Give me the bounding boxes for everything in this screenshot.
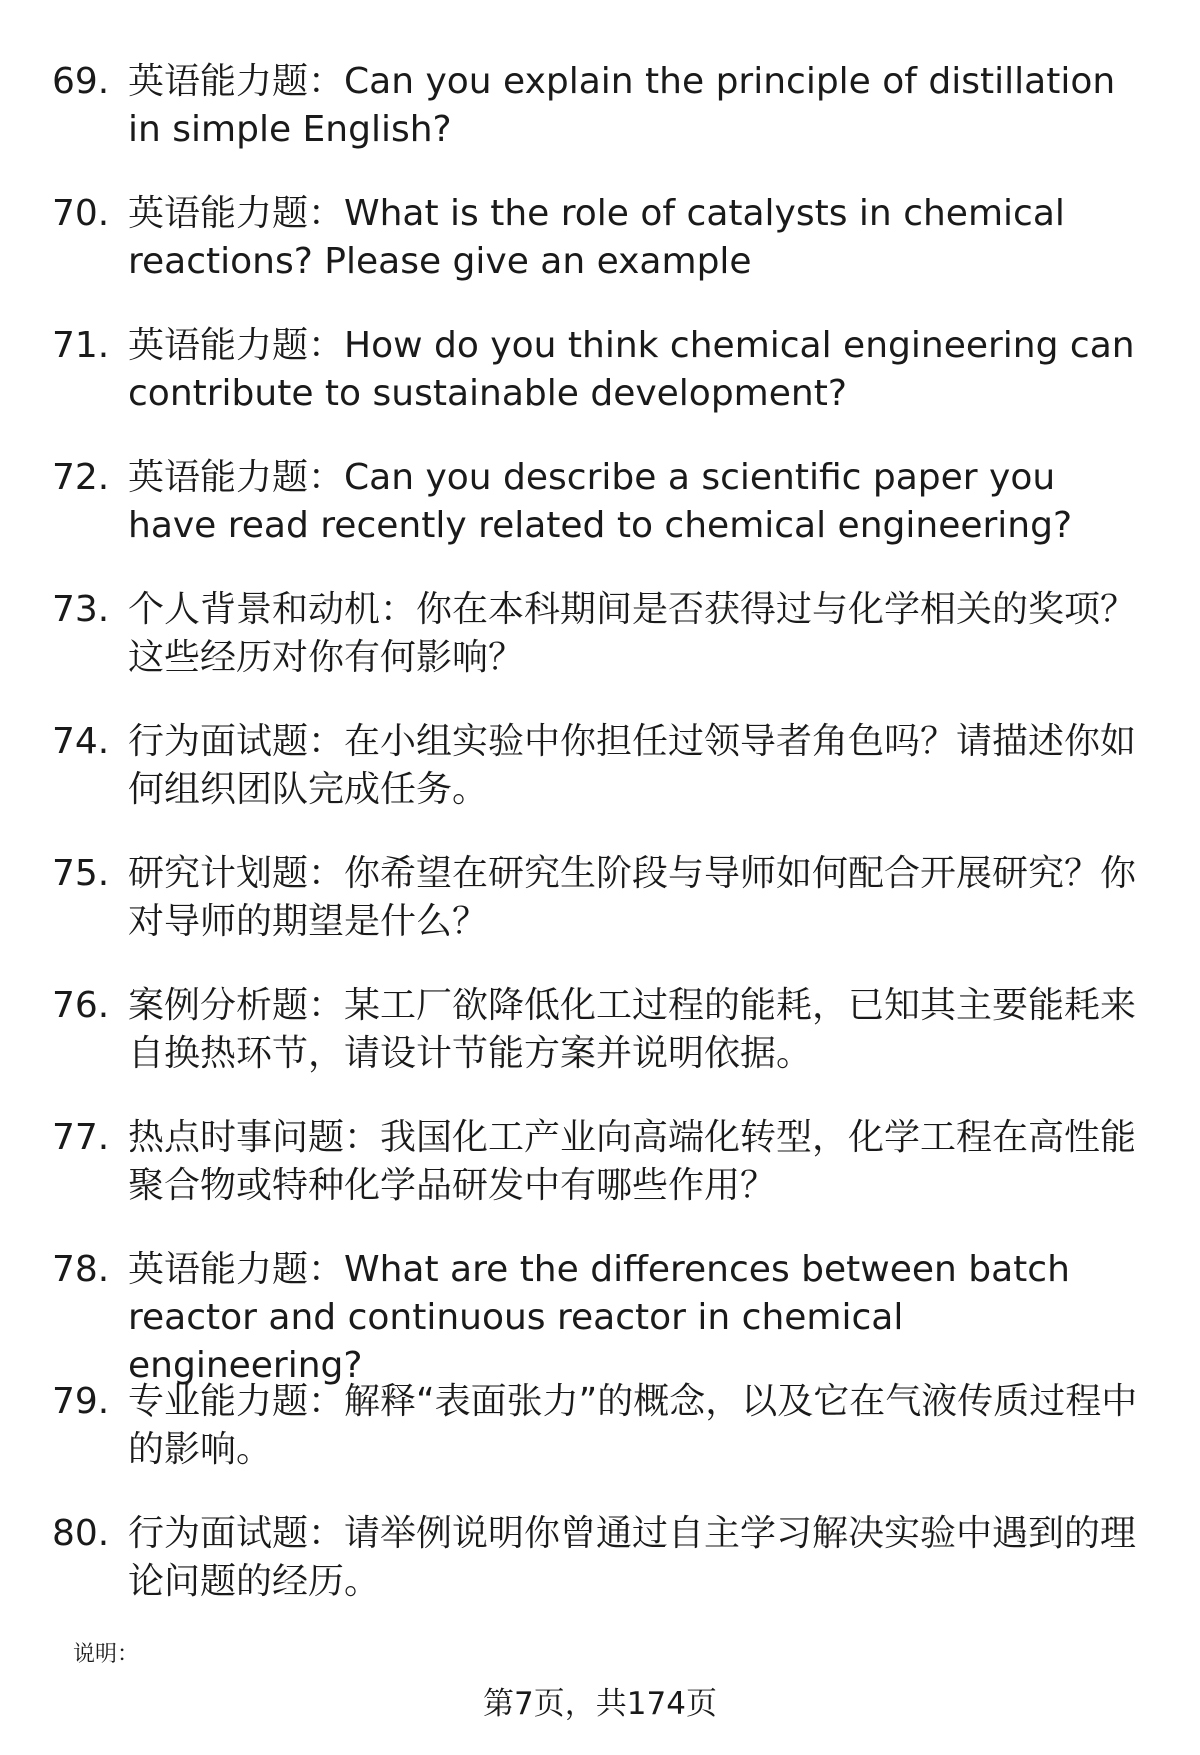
question-text: 个人背景和动机：你在本科期间是否获得过与化学相关的奖项？这些经历对你有何影响？: [128, 589, 1137, 678]
list-item: [52, 1378, 1152, 1510]
question-number: 69.: [52, 61, 110, 102]
question-list: [52, 58, 1152, 1642]
question-number: 71.: [52, 325, 110, 366]
question-number: 79.: [52, 1381, 110, 1422]
question-text: 研究计划题：你希望在研究生阶段与导师如何配合开展研究？你对导师的期望是什么？: [128, 853, 1137, 942]
question-number: 78.: [52, 1249, 110, 1290]
note-label: 说明：: [73, 1642, 140, 1667]
question-number: 74.: [52, 721, 110, 762]
question-number: 77.: [52, 1117, 110, 1158]
question-text: 热点时事问题：我国化工产业向高端化转型，化学工程在高性能聚合物或特种化学品研发中有哪些作用？: [128, 1117, 1137, 1206]
question-number: 80.: [52, 1513, 110, 1554]
list-item: [52, 1510, 1152, 1642]
question-number: 75.: [52, 853, 110, 894]
list-item: [52, 1114, 1152, 1246]
question-number: 76.: [52, 985, 110, 1026]
question-number: 70.: [52, 193, 110, 234]
list-item: [52, 850, 1152, 982]
question-text: 英语能力题：What is the role of catalysts in chemical reactions? Please give an example: [128, 193, 1065, 282]
question-text: 案例分析题：某工厂欲降低化工过程的能耗，已知其主要能耗来自换热环节，请设计节能方案并说明依据。: [128, 985, 1137, 1074]
question-text: 行为面试题：请举例说明你曾通过自主学习解决实验中遇到的理论问题的经历。: [128, 1513, 1137, 1602]
list-item: [52, 190, 1152, 322]
question-text: 行为面试题：在小组实验中你担任过领导者角色吗？请描述你如何组织团队完成任务。: [128, 721, 1137, 810]
question-number: 72.: [52, 457, 110, 498]
question-text: 英语能力题：How do you think chemical engineering can contribute to sustainable development?: [128, 325, 1135, 414]
question-text: 专业能力题：解释“表面张力”的概念，以及它在气液传质过程中的影响。: [128, 1381, 1138, 1470]
question-text: 英语能力题：What are the differences between batch reactor and continuous reactor in chemical engineering?: [128, 1249, 1070, 1386]
question-number: 73.: [52, 589, 110, 630]
list-item: [52, 718, 1152, 850]
question-text: 英语能力题：Can you describe a scientific paper you have read recently related to chemical engineering?: [128, 457, 1073, 546]
list-item: [52, 454, 1152, 586]
question-text: 英语能力题：Can you explain the principle of distillation in simple English?: [128, 61, 1116, 150]
list-item: [52, 586, 1152, 718]
list-item: [52, 982, 1152, 1114]
list-item: [52, 1246, 1152, 1386]
list-item: [52, 58, 1152, 190]
page-number: 第7页，共174页: [483, 1686, 717, 1722]
list-item: [52, 322, 1152, 454]
